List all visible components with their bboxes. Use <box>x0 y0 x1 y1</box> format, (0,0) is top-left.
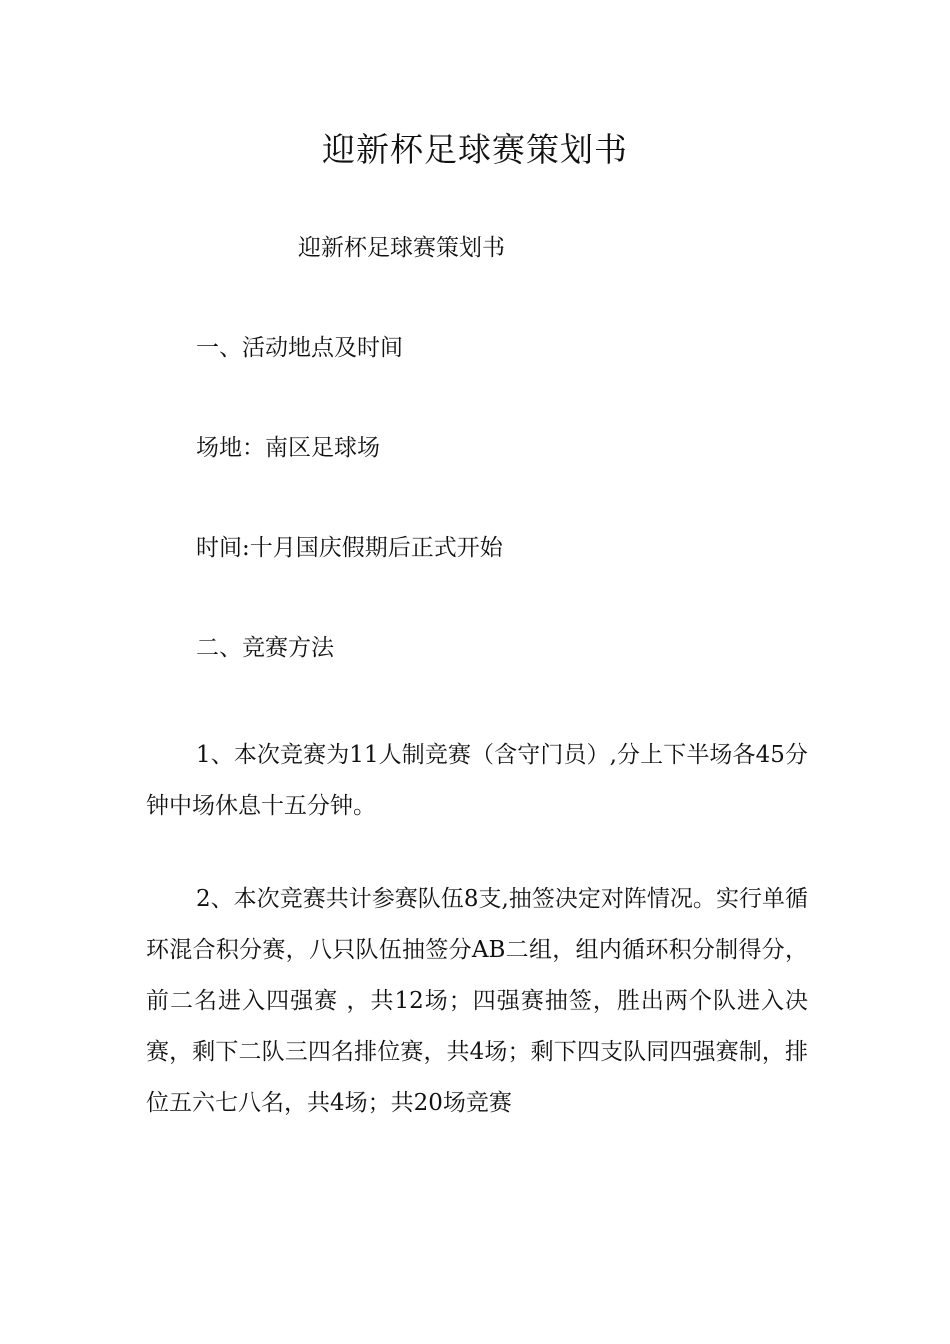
document-subtitle: 迎新杯足球赛策划书 <box>298 235 505 261</box>
section-heading-location-time: 一、活动地点及时间 <box>196 335 403 361</box>
time-line: 时间:十月国庆假期后正式开始 <box>196 535 503 561</box>
document-title: 迎新杯足球赛策划书 <box>322 130 628 169</box>
rule-paragraph-1: 1、本次竞赛为11人制竞赛（含守门员）,分上下半场各45分钟中场休息十五分钟。 <box>146 742 808 819</box>
venue-line: 场地：南区足球场 <box>196 435 380 461</box>
rule-paragraph-2: 2、本次竞赛共计参赛队伍8支,抽签决定对阵情况。实行单循环混合积分赛，八只队伍抽签分AB二组，组内循环积分制得分，前二名进入四强赛 ，共12场；四强赛抽签，胜出两个队进入决赛，剩下二队三四名排位赛，共4场；剩下四支队同四强赛制，排位五六七八名，共4场；共20场竞赛 <box>146 886 808 1116</box>
section-heading-competition-method: 二、竞赛方法 <box>196 635 334 661</box>
